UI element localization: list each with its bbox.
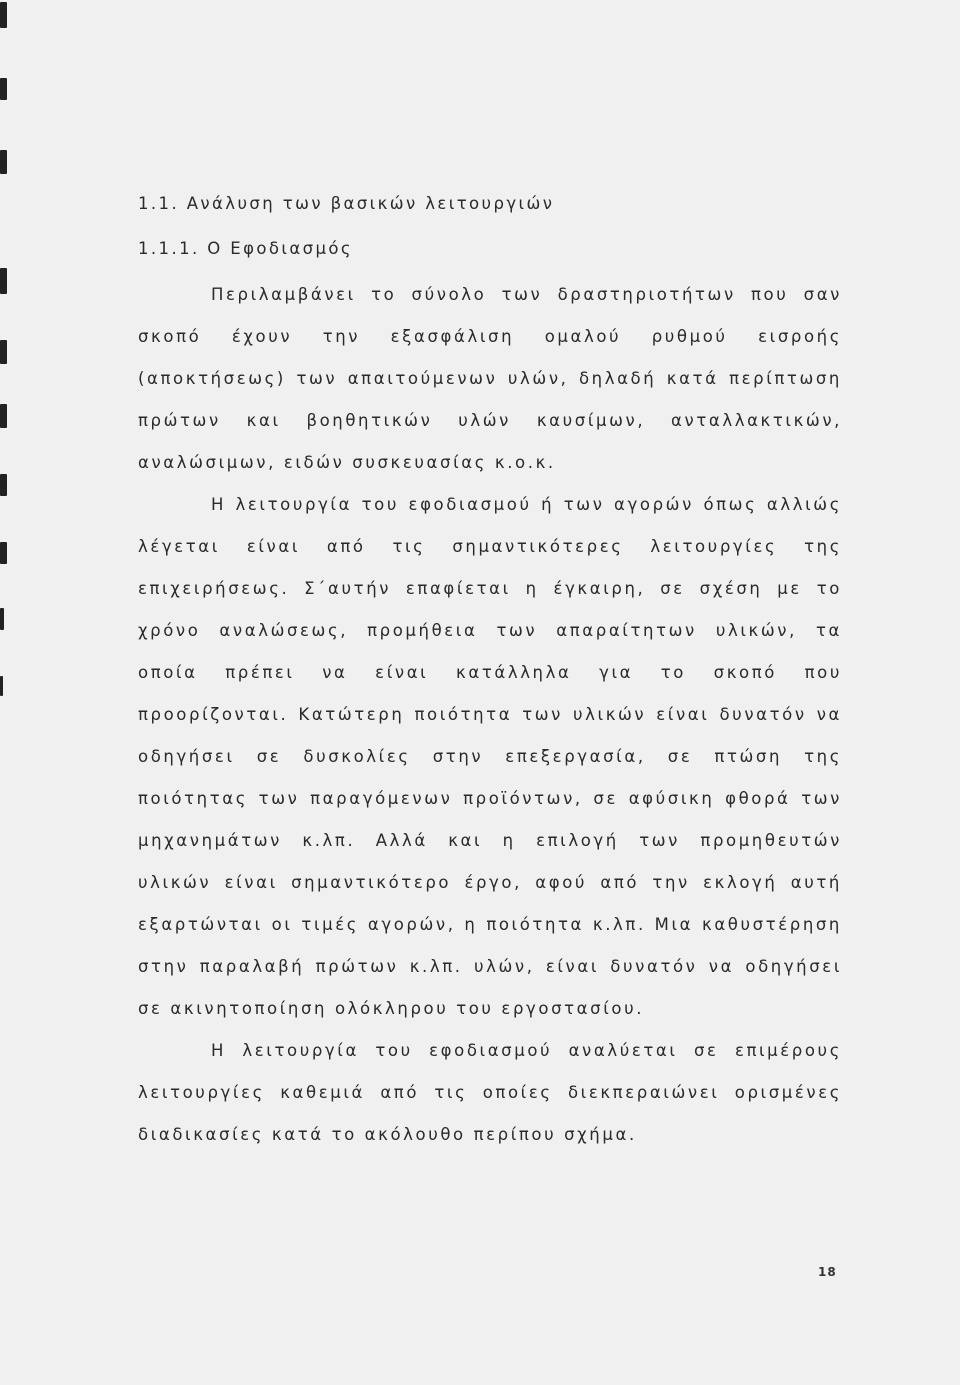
paragraph-line: ποιότητας των παραγόμενων προϊόντων, σε αφύσικη φθορά των: [138, 789, 842, 808]
paragraph-line: χρόνο αναλώσεως, προμήθεια των απαραίτητων υλικών, τα: [138, 621, 842, 640]
paragraph-line: μηχανημάτων κ.λπ. Αλλά και η επιλογή των προμηθευτών: [138, 831, 842, 850]
paragraph-line: λέγεται είναι από τις σημαντικότερες λειτουργίες της: [138, 537, 842, 556]
paragraph-line: προορίζονται. Κατώτερη ποιότητα των υλικών είναι δυνατόν να: [138, 705, 842, 724]
paragraph-line: σκοπό έχουν την εξασφάλιση ομαλού ρυθμού εισροής: [138, 327, 842, 346]
paragraph-line: Η λειτουργία του εφοδιασμού αναλύεται σε επιμέρους: [211, 1041, 842, 1060]
section-heading: 1.1. Ανάλυση των βασικών λειτουργιών: [138, 194, 555, 213]
paragraph-line: στην παραλαβή πρώτων κ.λπ. υλών, είναι δυνατόν να οδηγήσει: [138, 957, 842, 976]
paragraph-line: επιχειρήσεως. Σ΄αυτήν επαφίεται η έγκαιρη, σε σχέση με το: [138, 579, 842, 598]
subsection-heading: 1.1.1. Ο Εφοδιασμός: [138, 239, 353, 258]
paragraph-line: εξαρτώνται οι τιμές αγορών, η ποιότητα κ.λπ. Μια καθυστέρηση: [138, 915, 842, 934]
paragraph-line: οδηγήσει σε δυσκολίες στην επεξεργασία, σε πτώση της: [138, 747, 842, 766]
paragraph-line: υλικών είναι σημαντικότερο έργο, αφού από την εκλογή αυτή: [138, 873, 842, 892]
paragraph-line: Περιλαμβάνει το σύνολο των δραστηριοτήτων που σαν: [211, 285, 842, 304]
paragraph-line: οποία πρέπει να είναι κατάλληλα για το σκοπό που: [138, 663, 842, 682]
paragraph-line: λειτουργίες καθεμιά από τις οποίες διεκπεραιώνει ορισμένες: [138, 1083, 842, 1102]
page-number: 18: [818, 1265, 837, 1279]
paragraph-line: σε ακινητοποίηση ολόκληρου του εργοστασίου.: [138, 999, 645, 1018]
paragraph-line: (αποκτήσεως) των απαιτούμενων υλών, δηλαδή κατά περίπτωση: [138, 369, 842, 388]
paragraph-line: αναλώσιμων, ειδών συσκευασίας κ.ο.κ.: [138, 453, 556, 472]
paragraph-line: Η λειτουργία του εφοδιασμού ή των αγορών όπως αλλιώς: [211, 495, 842, 514]
paragraph-line: διαδικασίες κατά το ακόλουθο περίπου σχήμα.: [138, 1125, 637, 1144]
paragraph-line: πρώτων και βοηθητικών υλών καυσίμων, ανταλλακτικών,: [138, 411, 842, 430]
